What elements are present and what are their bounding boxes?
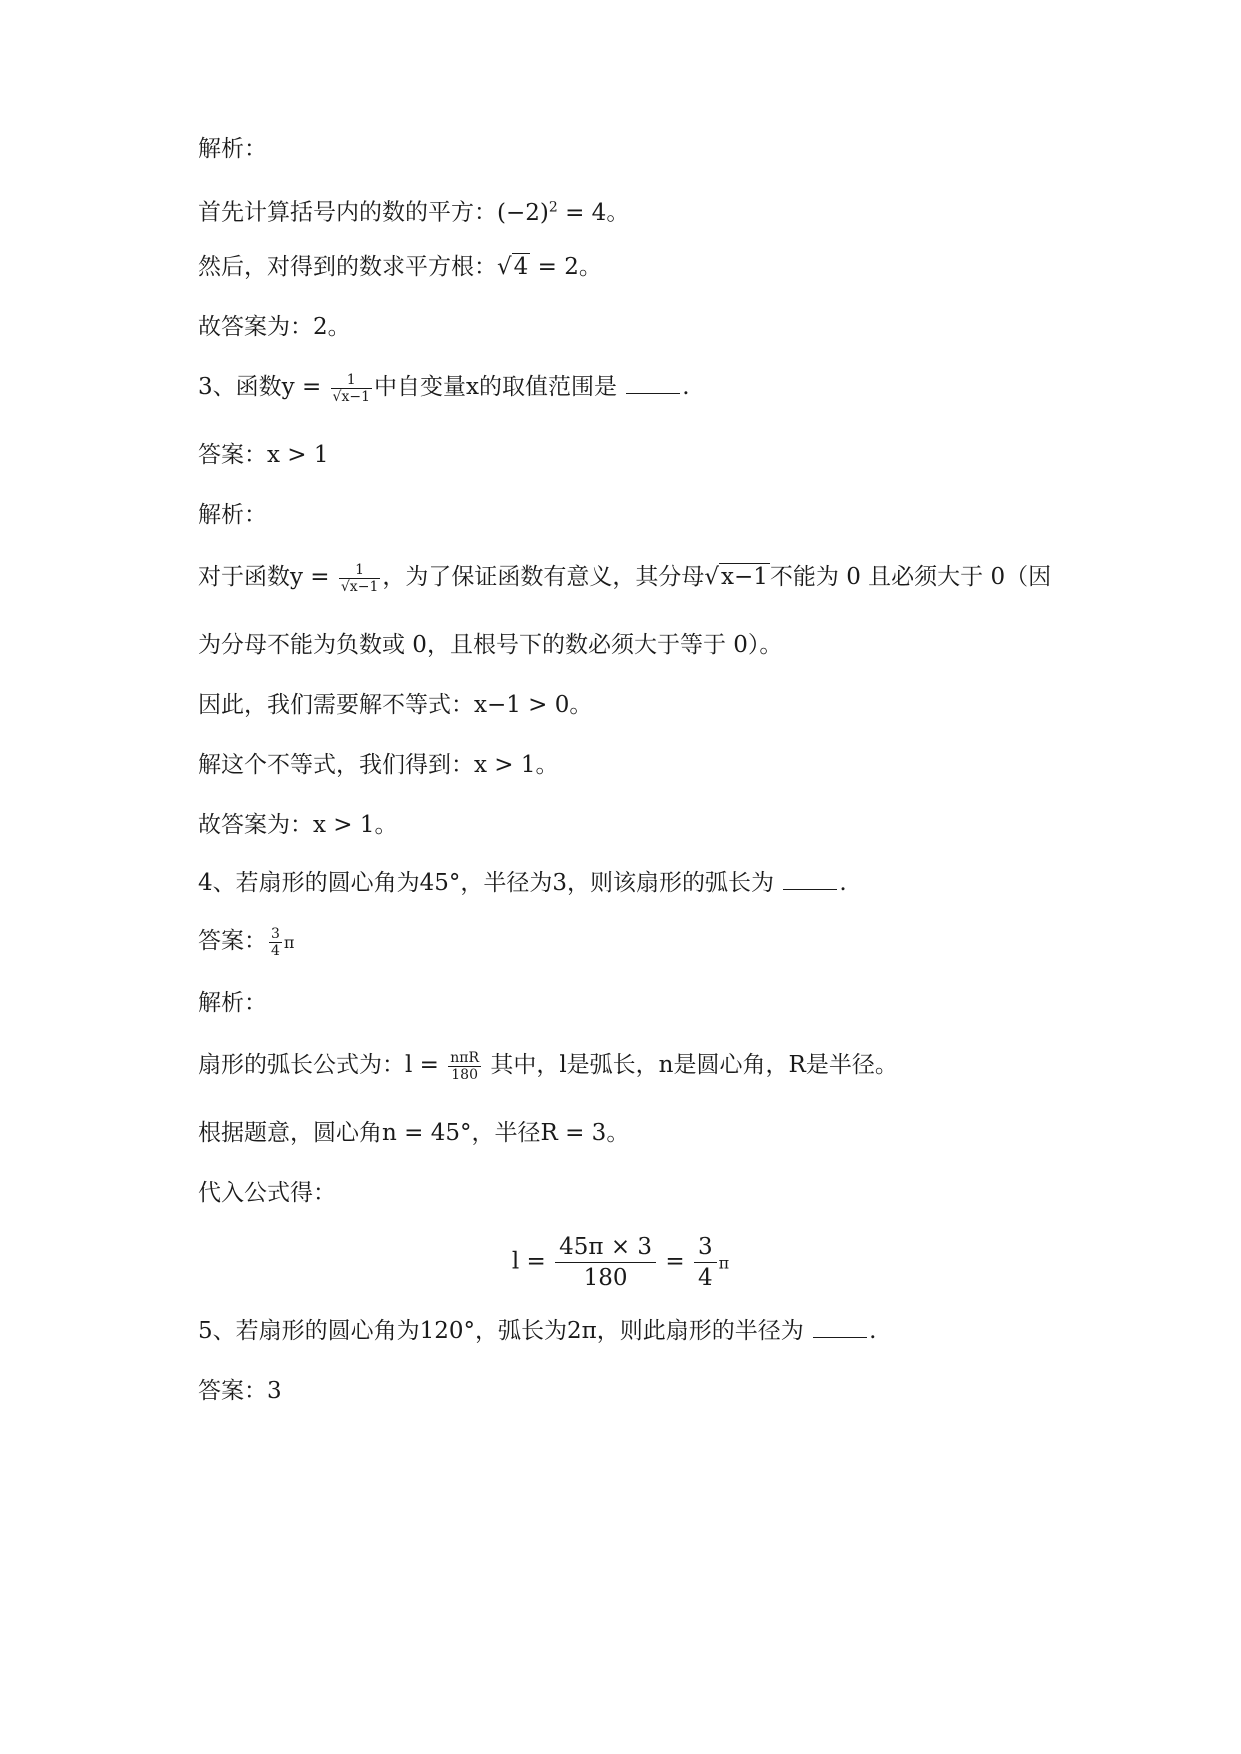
math-base: (−2) [497,199,549,226]
analysis-heading: 解析： [198,990,267,1016]
pi-symbol: π [283,933,295,952]
math-result: = 4 [557,199,607,226]
sqrt [704,560,770,594]
text: 对于函数y = [198,564,337,590]
text: 然后，对得到的数求平方根： [198,254,497,280]
numerator: 3 [694,1232,717,1263]
text: 答案： [198,928,267,954]
fraction [331,372,372,405]
answer-blank [783,871,837,890]
sqrt [497,250,530,284]
math-result: = 2 [530,254,579,280]
text-end: . [839,870,847,896]
equals: = [658,1248,692,1275]
text-end: . [869,1318,877,1344]
answer-blank [626,375,680,394]
substitution-equation [0,1232,1241,1293]
numerator: 1 [339,562,380,579]
answer-conclusion: 故答案为：2。 [198,314,351,340]
step-sqrt [198,250,602,284]
lhs: l = [511,1248,554,1275]
pi-symbol: π [718,1253,730,1273]
text: 扇形的弧长公式为：l = [198,1052,447,1078]
denominator: 4 [697,1265,713,1291]
text: 4、若扇形的圆心角为45°，半径为3，则该扇形的弧长为 [198,870,775,896]
radicand: 4 [513,254,529,280]
analysis-3-solution: 解这个不等式，我们得到：x > 1。 [198,752,559,778]
analysis-3-line-1 [198,560,1051,595]
question-5 [198,1314,876,1348]
substitute-heading: 代入公式得： [198,1180,336,1206]
numerator: 1 [331,372,372,389]
denominator: 180 [583,1265,628,1291]
arc-length-formula [198,1048,898,1083]
question-3 [198,370,690,405]
fraction-result [694,1232,717,1293]
text: 其中，l是弧长，n是圆心角，R是半径。 [483,1052,898,1078]
answer-3: 答案：x > 1 [198,442,329,468]
analysis-3-line-2: 为分母不能为负数或 0，且根号下的数必须大于等于 0）。 [198,632,783,658]
text: ，为了保证函数有意义，其分母 [382,564,705,590]
text: 5、若扇形的圆心角为120°，弧长为2π，则此扇形的半径为 [198,1318,804,1344]
fraction [448,1050,481,1083]
fraction [339,562,380,595]
denominator: √x−1 [340,578,379,595]
numerator: 45π × 3 [555,1232,656,1263]
text-end: 。 [606,199,630,226]
answer-4 [198,924,294,960]
analysis-3-inequality: 因此，我们需要解不等式：x−1 > 0。 [198,692,593,718]
text: 3、函数y = [198,374,329,400]
denominator: 180 [451,1066,478,1083]
answer-blank [813,1319,867,1338]
text-end: . [682,374,690,400]
math [497,200,606,226]
text-end: 不能为 0 且必须大于 0（因 [769,564,1052,590]
fraction [555,1232,656,1293]
answer-conclusion: 故答案为：x > 1。 [198,812,398,838]
step-square [198,190,629,230]
sqrt-sign: √ [497,254,512,280]
text: 中自变量x的取值范围是 [374,374,617,400]
given-values: 根据题意，圆心角n = 45°，半径R = 3。 [198,1120,630,1146]
fraction [269,926,282,959]
denominator: √x−1 [332,388,370,405]
question-4 [198,866,847,900]
analysis-heading: 解析： [198,136,267,162]
analysis-heading: 解析： [198,502,267,528]
numerator: nπR [450,1049,480,1066]
answer-5: 答案：3 [198,1378,282,1404]
sqrt-sign: √ [704,564,720,590]
denominator: 4 [271,942,280,959]
numerator: 3 [271,925,280,942]
text-end: 。 [578,254,602,280]
radicand: x−1 [721,564,768,590]
exponent: 2 [548,199,558,215]
text: 首先计算括号内的数的平方： [198,199,497,226]
